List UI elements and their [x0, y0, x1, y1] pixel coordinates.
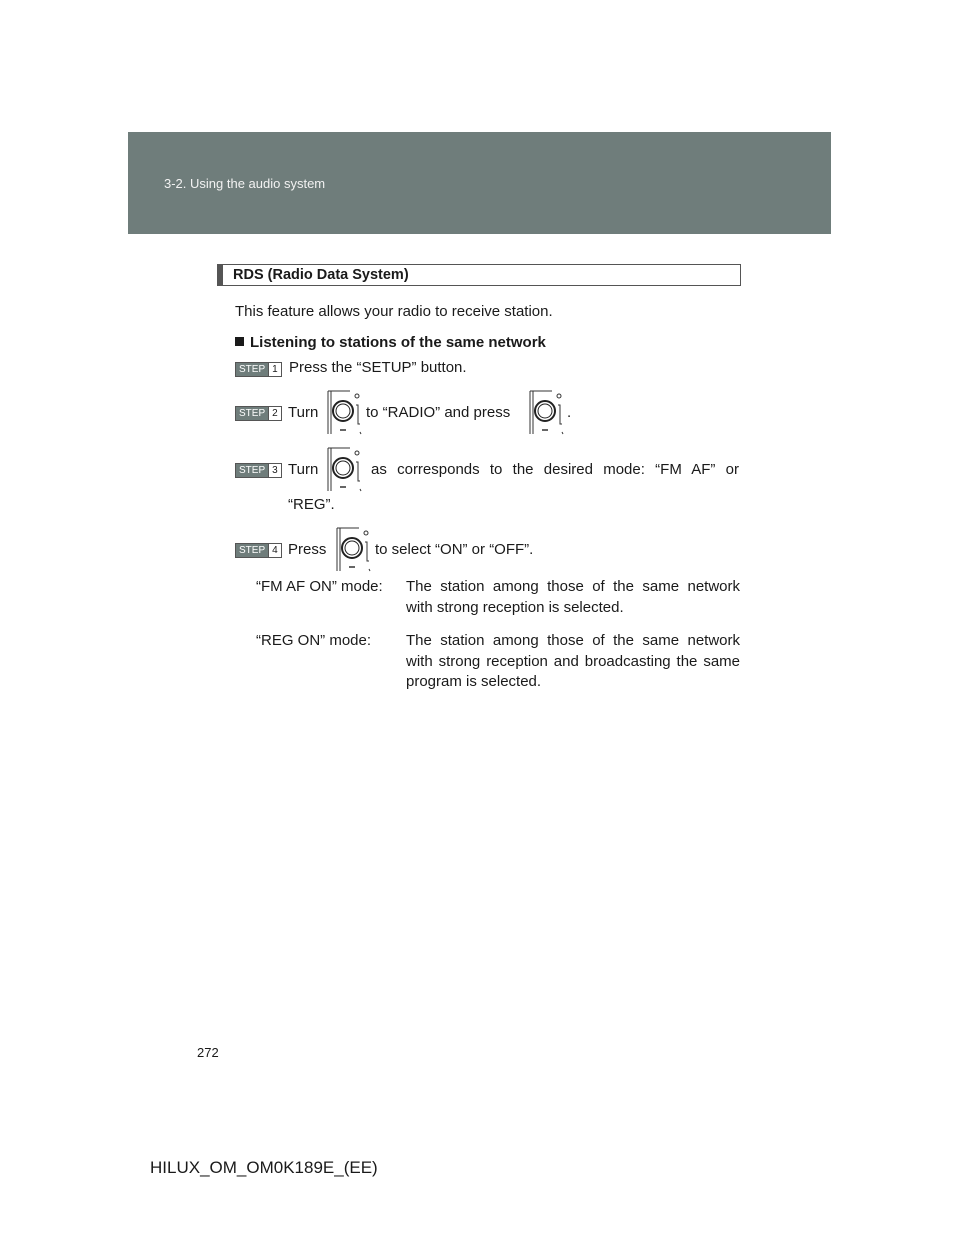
step-badge-2 — [235, 406, 282, 421]
step-3-mid: as corresponds to the desired mode: “FM AF” or — [371, 461, 739, 478]
tune-select-knob-icon — [326, 388, 364, 436]
section-title-box — [217, 264, 741, 286]
section-breadcrumb: 3-2. Using the audio system — [164, 176, 326, 191]
header-band — [128, 132, 831, 234]
mode-desc-fm-af: The station among those of the same network with strong reception is selected. — [406, 578, 740, 616]
mode-label-reg: “REG ON” mode: — [256, 632, 372, 649]
black-square-bullet-icon — [235, 337, 244, 346]
tune-select-knob-icon — [528, 388, 566, 436]
step-number: 4 — [268, 544, 281, 557]
step-number: 2 — [268, 407, 281, 420]
step-number: 3 — [268, 464, 281, 477]
step-2-post: . — [567, 404, 572, 421]
page-number: 272 — [197, 1045, 219, 1060]
tune-select-knob-icon — [335, 525, 373, 573]
mode-label-fm-af: “FM AF ON” mode: — [256, 578, 383, 595]
step-4-pre: Press — [288, 541, 327, 558]
document-id: HILUX_OM_OM0K189E_(EE) — [150, 1158, 378, 1177]
intro-text: This feature allows your radio to receive station. — [235, 303, 553, 320]
section-title: RDS (Radio Data System) — [233, 267, 409, 283]
step-label: STEP — [236, 407, 268, 420]
step-label: STEP — [236, 544, 268, 557]
subheading-text: Listening to stations of the same network — [250, 334, 546, 351]
step-1-text: Press the “SETUP” button. — [289, 359, 467, 376]
step-badge-3 — [235, 463, 282, 478]
step-badge-1 — [235, 362, 282, 377]
step-2-mid: to “RADIO” and press — [366, 404, 511, 421]
step-2-pre: Turn — [288, 404, 319, 421]
step-badge-4 — [235, 543, 282, 558]
step-number: 1 — [268, 363, 281, 376]
step-3-pre: Turn — [288, 461, 319, 478]
step-3-line2: “REG”. — [288, 496, 335, 513]
step-4-mid: to select “ON” or “OFF”. — [375, 541, 534, 558]
step-label: STEP — [236, 363, 268, 376]
mode-desc-reg: The station among those of the same network with strong reception and broadcasting the same program is selected. — [406, 632, 740, 690]
step-label: STEP — [236, 464, 268, 477]
subheading — [235, 333, 546, 353]
tune-select-knob-icon — [326, 445, 364, 493]
